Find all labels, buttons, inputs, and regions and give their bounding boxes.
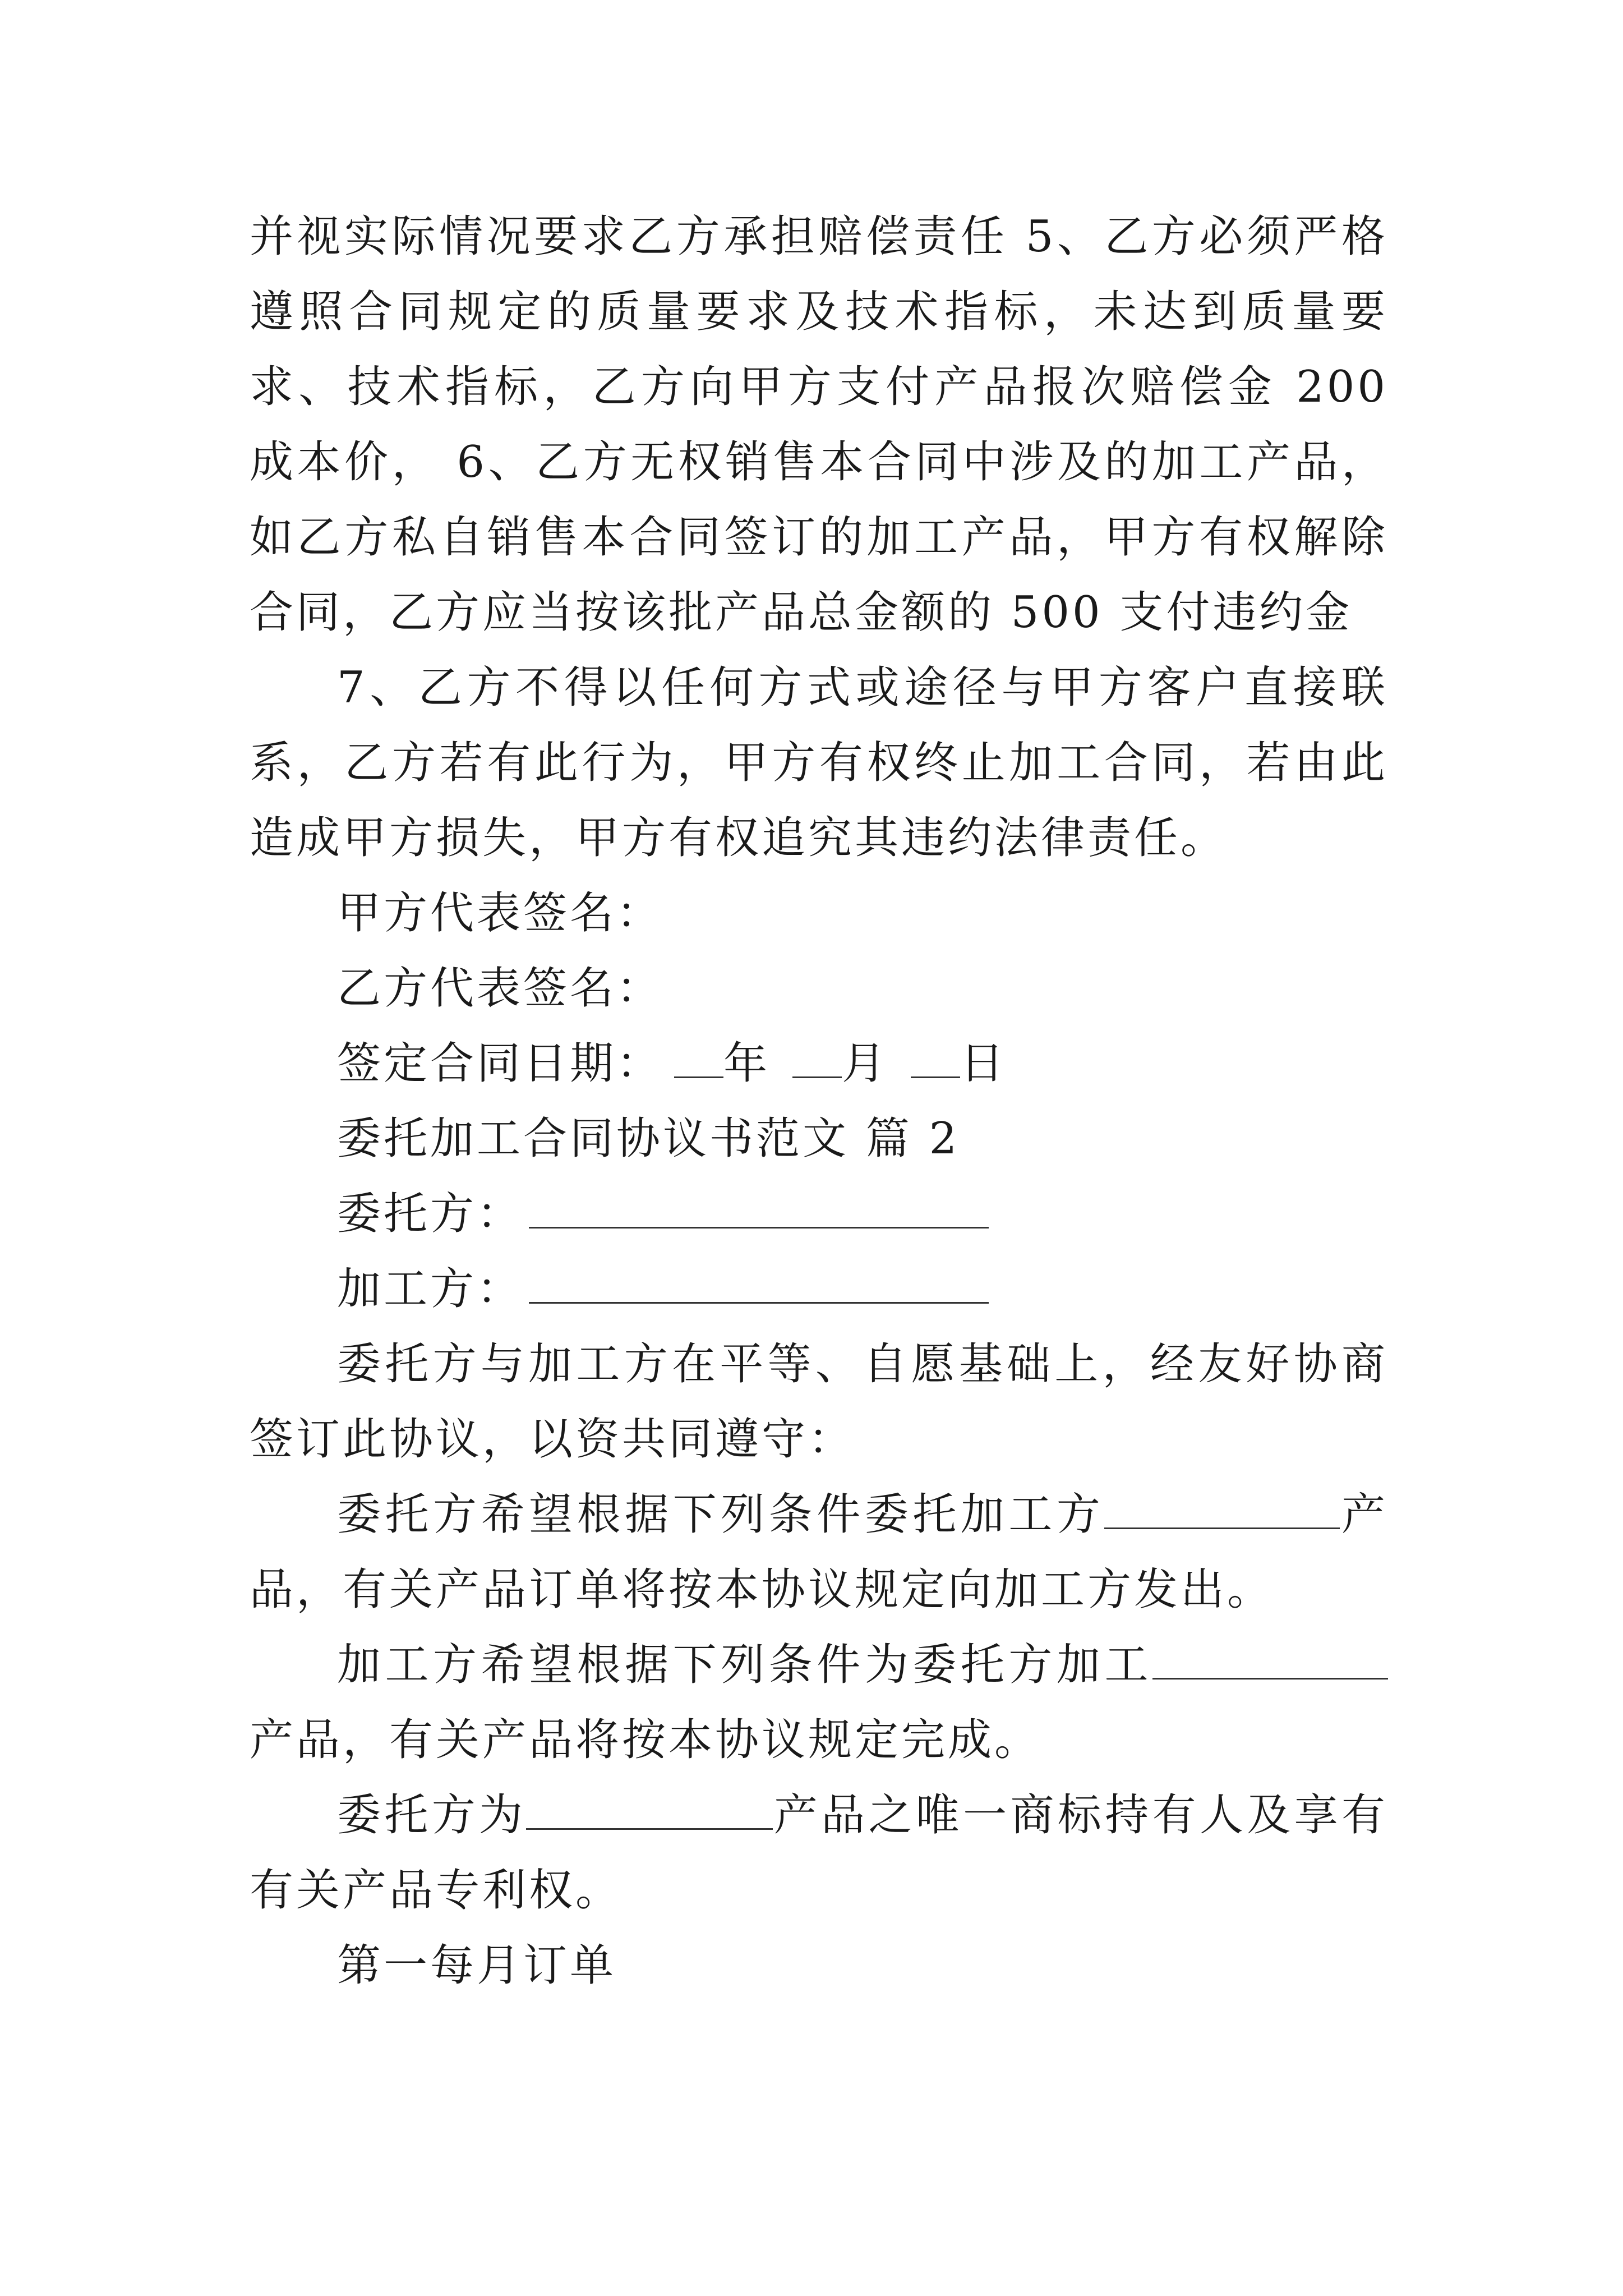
paragraph-clause-7: 7、乙方不得以任何方式或途径与甲方客户直接联系，乙方若有此行为，甲方有权终止加工合同，若由此造成甲方损失，甲方有权追究其违约法律责任。 [250,662,1388,863]
processor-label: 加工方： [337,1264,524,1314]
trademark-before: 委托方为 [337,1790,527,1841]
paragraph-liability-clauses: 并视实际情况要求乙方承担赔偿责任 5、乙方必须严格遵照合同规定的质量要求及技术指标，未达到质量要求、技术指标，乙方向甲方支付产品报次赔偿金 200 成本价， 6、乙方无权销售本合同中涉及的加工产品，如乙方私自销售本合同签订的加工产品，甲方有权解除合同，乙方应当按该批产品总金额的 500 支付违约金 [250,211,1388,638]
year-blank [674,1043,723,1078]
client-wish-after: 产品，有关产品订单将按本协议规定向加工方发出。 [250,1489,1388,1615]
contract-date-line [250,1026,1388,1101]
monthly-order-heading: 第一每月订单 [337,1940,617,1991]
paragraph-trademark [250,1778,1388,1928]
processor-blank [529,1268,989,1304]
paragraph-processor-wish [250,1627,1388,1778]
trademark-blank [526,1795,773,1830]
processor-wish-after: 产品，有关产品将按本协议规定完成。 [250,1715,1041,1765]
processor-line [250,1251,1388,1327]
trademark-after: 产品之唯一商标持有人及享有有关产品专利权。 [250,1790,1388,1916]
party-a-signature-label: 甲方代表签名： [337,888,663,938]
client-wish-before: 委托方希望根据下列条件委托加工方 [337,1489,1105,1540]
day-label: 日 [960,1038,1007,1089]
contract-date-label: 签定合同日期： [337,1038,663,1089]
client-label: 委托方： [337,1189,524,1239]
day-blank [911,1043,960,1078]
document-page [250,199,1388,2003]
paragraph-client-wish [250,1477,1388,1627]
year-label: 年 [723,1038,771,1089]
section-heading: 委托加工合同协议书范文 篇 2 [337,1114,960,1164]
client-line [250,1176,1388,1251]
processor-wish-blank [1152,1644,1388,1680]
paragraph-agreement-intro: 委托方与加工方在平等、自愿基础上，经友好协商签订此协议，以资共同遵守： [250,1339,1388,1465]
client-blank [529,1193,989,1228]
month-label: 月 [842,1038,889,1089]
processor-wish-before: 加工方希望根据下列条件为委托方加工 [337,1640,1152,1690]
party-b-signature-label: 乙方代表签名： [337,963,663,1014]
month-blank [792,1043,842,1078]
client-wish-blank [1104,1494,1340,1529]
